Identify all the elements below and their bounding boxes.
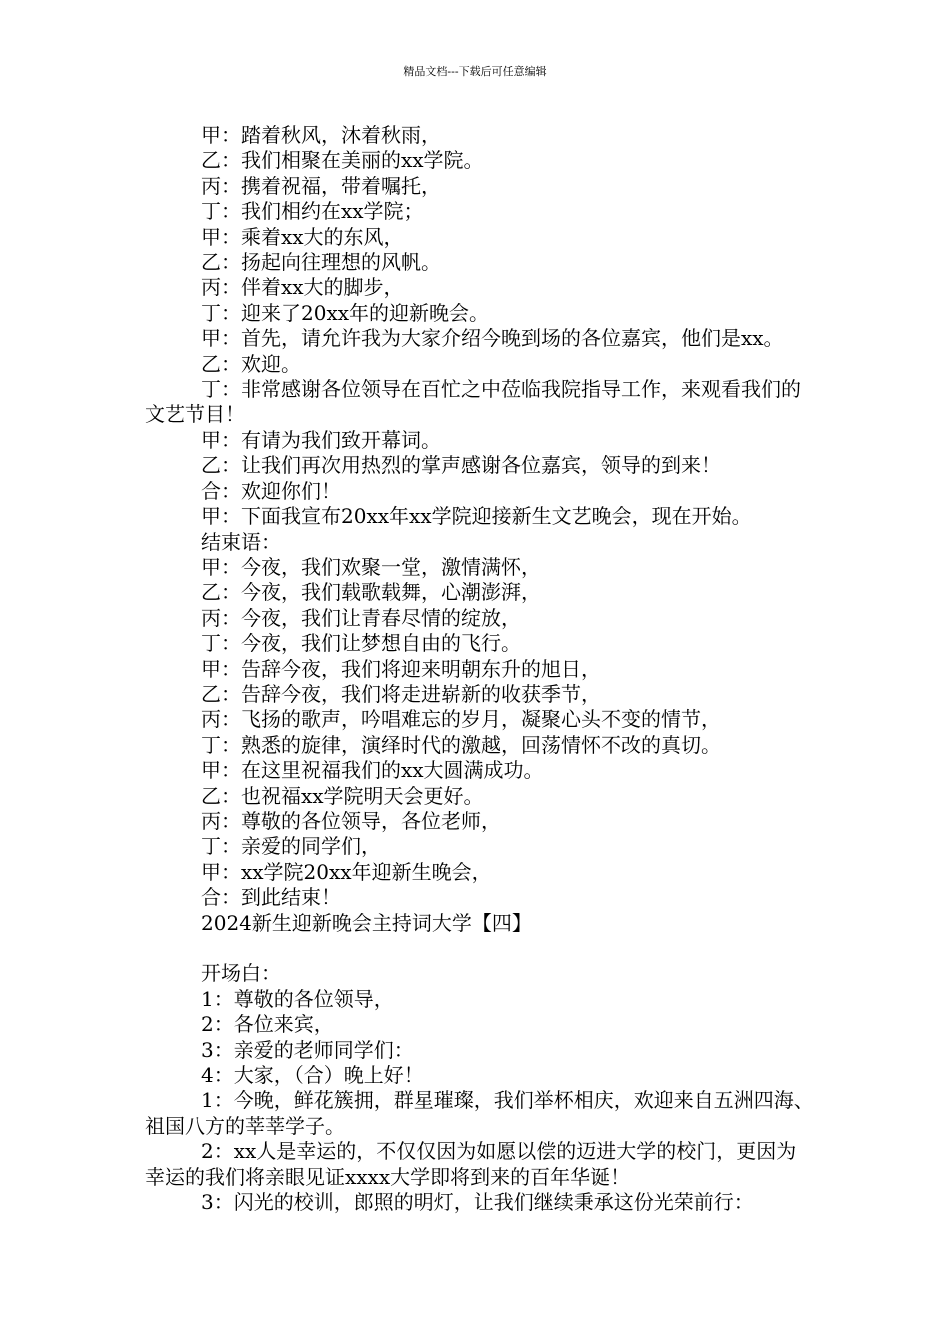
paragraph: 开场白：: [201, 961, 281, 986]
paragraph: 丙：尊敬的各位领导，各位老师，: [201, 808, 501, 833]
paragraph: 甲：下面我宣布20xx年xx学院迎接新生文艺晚会，现在开始。: [201, 504, 752, 529]
paragraph: 丁：非常感谢各位领导在百忙之中莅临我院指导工作，来观看我们的文艺节目！: [145, 377, 801, 427]
paragraph: 甲：xx学院20xx年迎新生晚会，: [201, 859, 492, 884]
paragraph: 合：到此结束！: [201, 885, 341, 910]
paragraph: 3：闪光的校训，郎照的明灯，让我们继续秉承这份光荣前行：: [201, 1190, 754, 1215]
paragraph: 乙：欢迎。: [201, 351, 301, 376]
paragraph: 丁：我们相约在xx学院；: [201, 199, 424, 224]
paragraph: 甲：首先，请允许我为大家介绍今晚到场的各位嘉宾，他们是xx。: [201, 326, 784, 351]
paragraph: 乙：我们相聚在美丽的xx学院。: [201, 148, 484, 173]
paragraph: 甲：在这里祝福我们的xx大圆满成功。: [201, 758, 544, 783]
paragraph: 甲：今夜，我们欢聚一堂，激情满怀，: [201, 554, 541, 579]
paragraph: 合：欢迎你们！: [201, 478, 341, 503]
blank-line: [145, 936, 815, 961]
paragraph: 乙：让我们再次用热烈的掌声感谢各位嘉宾，领导的到来！: [201, 453, 721, 478]
paragraph: 甲：告辞今夜，我们将迎来明朝东升的旭日，: [201, 656, 601, 681]
paragraph: 2：xx人是幸运的，不仅仅因为如愿以偿的迈进大学的校门，更因为幸运的我们将亲眼见证xxxx大学即将到来的百年华诞！: [145, 1139, 797, 1189]
paragraph: 丙：飞扬的歌声，吟唱难忘的岁月，凝聚心头不变的情节，: [201, 707, 721, 732]
paragraph: 2：各位来宾，: [201, 1012, 334, 1037]
paragraph: 乙：也祝福xx学院明天会更好。: [201, 783, 484, 808]
paragraph: 结束语：: [201, 529, 281, 554]
paragraph: 丙：伴着xx大的脚步，: [201, 275, 404, 300]
paragraph: 甲：乘着xx大的东风，: [201, 224, 404, 249]
page-header: 精品文档---下载后可任意编辑: [403, 65, 547, 78]
paragraph: 丁：亲爱的同学们，: [201, 834, 381, 859]
paragraph: 丁：今夜，我们让梦想自由的飞行。: [201, 631, 521, 656]
paragraph: 丙：携着祝福，带着嘱托，: [201, 173, 441, 198]
paragraph: 丁：迎来了20xx年的迎新晚会。: [201, 300, 490, 325]
paragraph: 丁：熟悉的旋律，演绎时代的激越，回荡情怀不改的真切。: [201, 732, 721, 757]
paragraph: 1：今晚，鲜花簇拥，群星璀璨，我们举杯相庆，欢迎来自五洲四海、祖国八方的莘莘学子。: [145, 1088, 814, 1138]
paragraph: 1：尊敬的各位领导，: [201, 986, 394, 1011]
paragraph: 3：亲爱的老师同学们：: [201, 1037, 414, 1062]
paragraph: 甲：有请为我们致开幕词。: [201, 427, 441, 452]
paragraph: 甲：踏着秋风，沐着秋雨，: [201, 123, 441, 147]
paragraph: 乙：今夜，我们载歌载舞，心潮澎湃，: [201, 580, 541, 605]
paragraph: 2024新生迎新晚会主持词大学【四】: [201, 910, 532, 935]
paragraph: 乙：扬起向往理想的风帆。: [201, 250, 441, 275]
document-body: [145, 123, 815, 1215]
paragraph: 4：大家，（合）晚上好！: [201, 1063, 424, 1088]
paragraph: 乙：告辞今夜，我们将走进崭新的收获季节，: [201, 681, 601, 706]
paragraph: 丙：今夜，我们让青春尽情的绽放，: [201, 605, 521, 630]
